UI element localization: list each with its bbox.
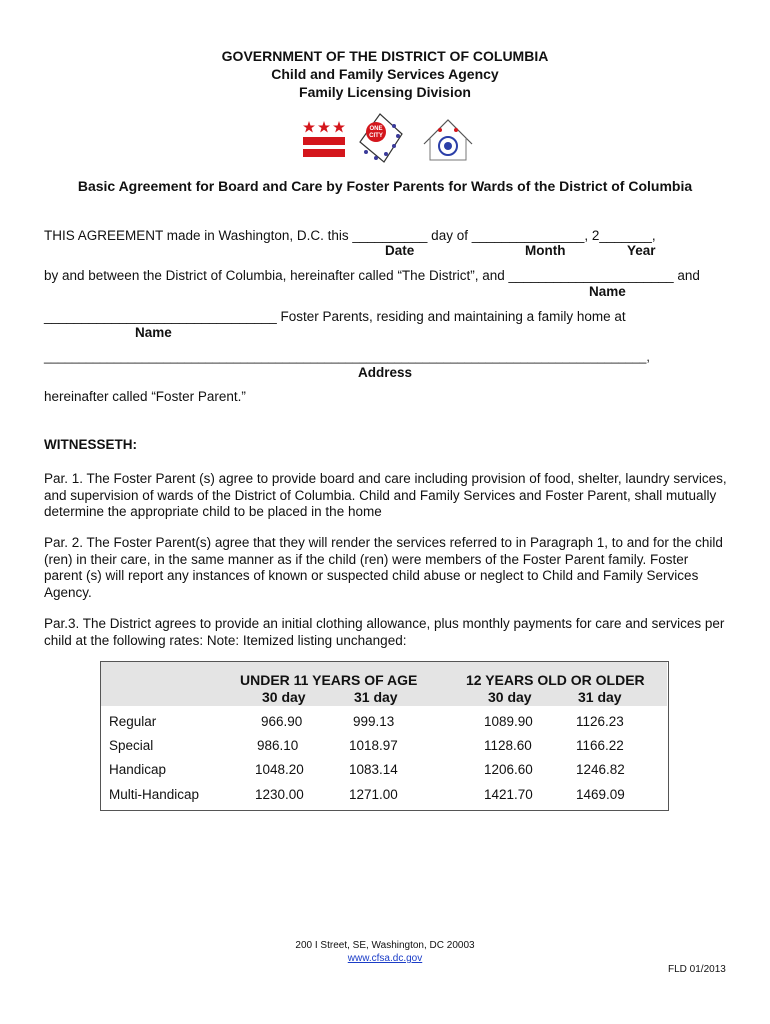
document-title: Basic Agreement for Board and Care by Foster Parents for Wards of the District of Columbia (77, 178, 693, 194)
label-name-1: Name (589, 284, 626, 299)
form-id: FLD 01/2013 (668, 964, 726, 975)
rates-cell: 986.10 (257, 738, 299, 753)
rates-cell: 1048.20 (255, 762, 304, 777)
one-city-logo (350, 112, 410, 166)
rates-row-label: Handicap (109, 762, 167, 777)
rates-row-label: Special (109, 738, 154, 753)
rates-cell: 1083.14 (349, 762, 398, 777)
one-city-text-1: ONE (369, 126, 383, 132)
header-line-1: GOVERNMENT OF THE DISTRICT OF COLUMBIA (221, 48, 549, 64)
label-date: Date (385, 243, 415, 258)
rates-sub-header: 31 day (578, 689, 622, 705)
rates-cell: 1166.22 (576, 738, 624, 753)
label-year: Year (627, 243, 656, 258)
rates-cell: 966.90 (261, 714, 303, 729)
label-address: Address (358, 365, 413, 380)
rates-cell: 1246.82 (576, 762, 625, 777)
rates-sub-header: 30 day (262, 689, 306, 705)
paragraph-1: Par. 1. The Foster Parent (s) agree to provide board and care including provision of food, shelter, laundry services, and supervision of wards of the District of Columbia. Child and Family Services and Foster Parent, shall mutually determine the appropriate child to be placed in the home (44, 471, 727, 519)
rates-cell: 1230.00 (255, 787, 304, 802)
agreement-line-1: THIS AGREEMENT made in Washington, D.C. this __________ day of _______________, 2_______, (44, 228, 656, 243)
rates-cell: 1271.00 (349, 787, 398, 802)
label-name-2: Name (135, 325, 172, 340)
agreement-line-5: hereinafter called “Foster Parent.” (44, 389, 246, 404)
agreement-line-3: _______________________________ Foster Parents, residing and maintaining a family home at (44, 309, 626, 324)
label-month: Month (525, 243, 566, 258)
footer-address: 200 I Street, SE, Washington, DC 20003 (295, 940, 475, 951)
rates-cell: 1128.60 (484, 738, 532, 753)
rates-cell: 1089.90 (484, 714, 533, 729)
rates-group-12-plus: 12 YEARS OLD OR OLDER (466, 672, 645, 688)
rates-sub-header: 30 day (488, 689, 532, 705)
rates-cell: 1018.97 (349, 738, 398, 753)
rates-sub-header: 31 day (354, 689, 398, 705)
dc-flag-logo (302, 118, 346, 160)
paragraph-3: Par.3. The District agrees to provide an initial clothing allowance, plus monthly payments for care and services per child at the following rates: Note: Itemized listing unchanged: (44, 616, 725, 648)
rates-row-label: Multi-Handicap (109, 787, 200, 802)
rates-cell: 1469.09 (576, 787, 625, 802)
witnesseth-heading: WITNESSETH: (44, 437, 137, 452)
cfsa-logo (418, 116, 478, 164)
agreement-line-2: by and between the District of Columbia, hereinafter called “The District”, and ______________________ and (44, 268, 700, 283)
rates-group-under-11: UNDER 11 YEARS OF AGE (240, 672, 418, 688)
rates-cell: 999.13 (353, 714, 395, 729)
rates-cell: 1206.60 (484, 762, 533, 777)
rates-cell: 1421.70 (484, 787, 533, 802)
header-line-2: Child and Family Services Agency (271, 66, 499, 82)
footer-website-link[interactable]: www.cfsa.dc.gov (347, 953, 423, 964)
one-city-text-2: CITY (369, 133, 383, 139)
agreement-line-4: ______________________________________________________________________________________, (44, 350, 650, 364)
rates-cell: 1126.23 (576, 714, 624, 729)
header-line-3: Family Licensing Division (299, 84, 471, 100)
paragraph-2: Par. 2. The Foster Parent(s) agree that they will render the services referred to in Paragraph 1, to and for the child (ren) in their care, in the same manner as if the child (ren) were members of the Foster Parent family. Foster parent (s) will report any instances of known or suspected child abuse or neglect to Child and Family Services Agency. (44, 535, 723, 600)
rates-row-label: Regular (109, 714, 157, 729)
